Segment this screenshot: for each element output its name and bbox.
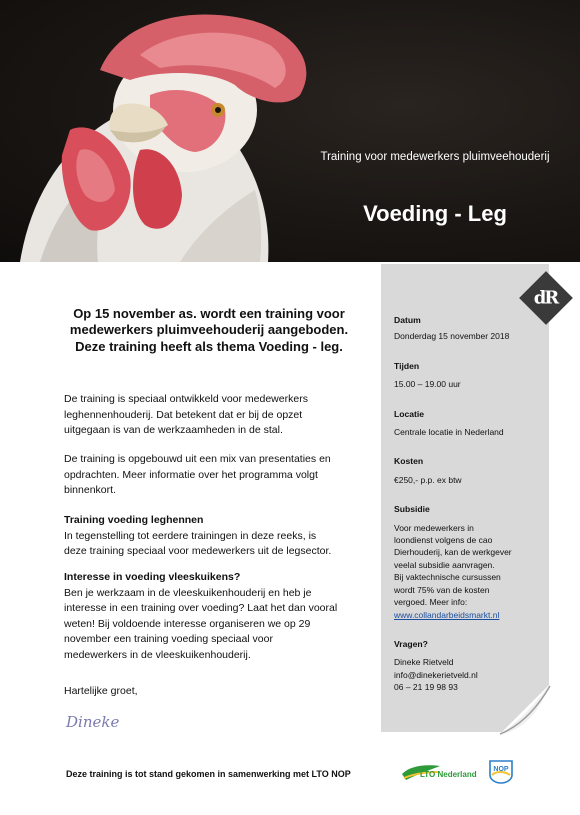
section-heading: Training voeding leghennen [64, 514, 204, 526]
nop-logo [486, 758, 516, 784]
datum-value: Donderdag 15 november 2018 [394, 331, 510, 342]
kosten-label: Kosten [394, 456, 424, 467]
intro-line: Op 15 november as. wordt een training voor [73, 306, 345, 321]
intro-heading [64, 306, 354, 355]
subsidie-line: vergoed. Meer info: [394, 597, 468, 608]
hero-banner [0, 0, 580, 262]
text-line: medewerkers in de vleeskuikenhouderij. [64, 648, 251, 661]
text-line: november een training voeding speciaal voor [64, 633, 273, 645]
text-line: De training is opgebouwd uit een mix van presentaties en [64, 453, 331, 465]
sidebar-details [394, 314, 542, 694]
text-line: opdrachten. Meer informatie over het programma volgt [64, 468, 318, 481]
signature: Dineke [66, 713, 120, 731]
footer-text: Deze training is tot stand gekomen in samenwerking met LTO NOP [66, 769, 351, 779]
subsidie-line: Voor medewerkers in [394, 522, 474, 533]
paragraph-3 [64, 513, 364, 560]
text-line: In tegenstelling tot eerdere trainingen in deze reeks, is [64, 529, 317, 542]
vragen-label: Vragen? [394, 638, 428, 649]
lto-nederland-logo [400, 760, 484, 784]
tijden-value: 15.00 – 19.00 uur [394, 379, 461, 390]
contact-name: Dineke Rietveld [394, 657, 454, 668]
text-line: leghennenhouderij. Dat betekent dat er bij de opzet [64, 408, 303, 421]
contact-phone: 06 – 21 19 98 93 [394, 682, 458, 693]
contact-email[interactable]: info@dinekerietveld.nl [394, 669, 478, 680]
intro-line: medewerkers pluimveehouderij aangeboden. [69, 322, 349, 338]
svg-text:LTO Nederland: LTO Nederland [420, 770, 477, 779]
subsidie-text [394, 522, 542, 621]
paragraph-4 [64, 570, 364, 663]
contact-block [394, 656, 542, 693]
paragraph-2 [64, 452, 364, 499]
subsidie-line: Bij vaktechnische cursussen [394, 572, 501, 583]
text-line: uitgegaan is van de werkzaamheden in de stal. [64, 424, 283, 436]
subsidie-line: loondienst volgens de cao [394, 535, 493, 546]
closing-greeting: Hartelijke groet, [64, 685, 138, 697]
text-line: De training is speciaal ontwikkeld voor medewerkers [64, 393, 308, 405]
text-line: deze training speciaal voor medewerkers uit de legsector. [64, 545, 332, 557]
datum-label: Datum [394, 315, 421, 325]
subsidie-line: veelal subsidie aanvragen. [394, 559, 495, 570]
intro-line: Deze training heeft als thema Voeding - leg. [75, 338, 343, 354]
hero-title: Voeding - Leg [363, 201, 507, 226]
kosten-value: €250,- p.p. ex btw [394, 474, 462, 485]
text-line: Ben je werkzaam in de vleeskuikenhouderij en heb je [64, 586, 312, 599]
text-line: binnenkort. [64, 484, 116, 496]
locatie-value: Centrale locatie in Nederland [394, 427, 504, 438]
hero-subtitle: Training voor medewerkers pluimveehouderij [320, 151, 550, 163]
subsidie-label: Subsidie [394, 504, 430, 515]
svg-text:NOP: NOP [493, 766, 509, 773]
dr-logo: dR [519, 271, 573, 325]
paragraph-1 [64, 392, 364, 439]
section-heading: Interesse in voeding vleeskuikens? [64, 571, 241, 583]
tijden-label: Tijden [394, 360, 420, 371]
locatie-label: Locatie [394, 408, 425, 419]
text-line: interesse in een training over voeding? Laat het dan vooral [64, 602, 338, 614]
subsidie-link[interactable]: www.collandarbeidsmarkt.nl [394, 609, 500, 620]
subsidie-line: wordt 75% van de kosten [394, 584, 490, 595]
text-line: weten! Bij voldoende interesse organiseren we op 29 [64, 617, 311, 630]
subsidie-line: Dierhouderij, kan de werkgever [394, 547, 512, 558]
